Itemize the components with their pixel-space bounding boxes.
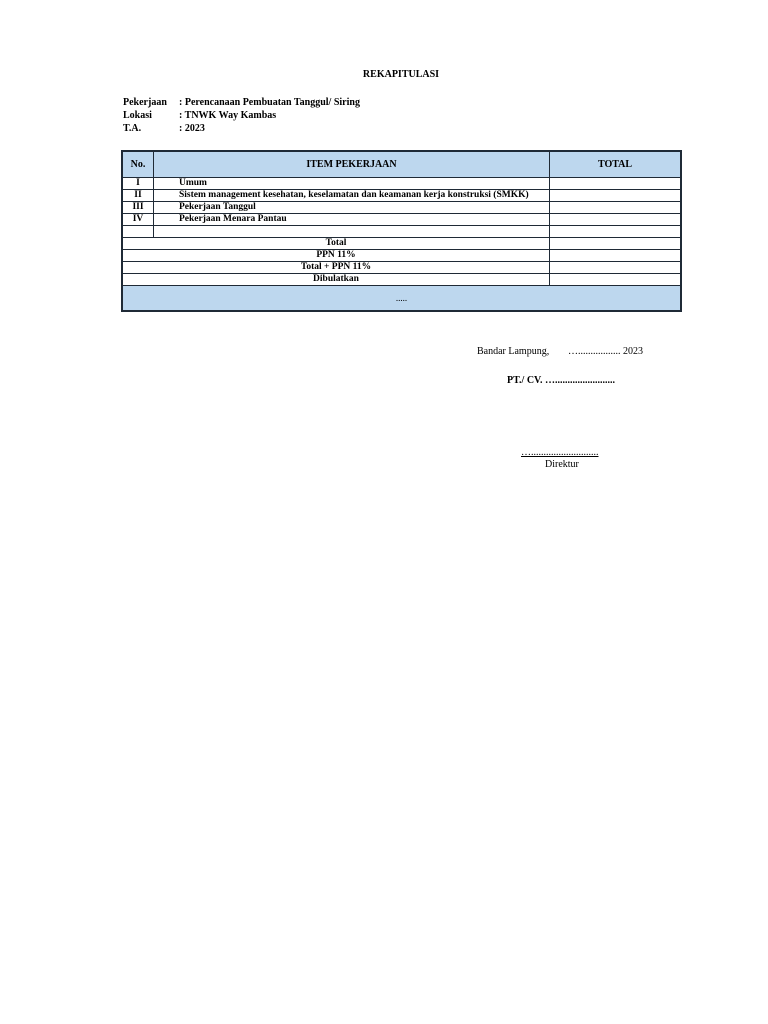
table-row	[122, 190, 681, 202]
header-total: TOTAL	[550, 151, 682, 178]
summary-value	[550, 238, 682, 250]
info-value: : 2023	[179, 123, 205, 134]
table-row	[122, 178, 681, 190]
info-row-lokasi	[123, 109, 360, 122]
signature-date-line	[477, 346, 643, 357]
info-row-ta	[123, 122, 360, 135]
table-row	[122, 202, 681, 214]
row-total	[550, 190, 682, 202]
project-info	[123, 96, 360, 135]
summary-row-ppn	[122, 250, 681, 262]
row-item: Umum	[154, 178, 550, 190]
signature-date: …................. 2023	[568, 346, 643, 357]
table-header-row	[122, 151, 681, 178]
summary-row-rounded	[122, 274, 681, 286]
signature-place: Bandar Lampung,	[477, 346, 550, 357]
row-item: Pekerjaan Menara Pantau	[154, 214, 550, 226]
info-row-pekerjaan	[123, 96, 360, 109]
summary-label: Total + PPN 11%	[122, 262, 550, 274]
header-item: ITEM PEKERJAAN	[154, 151, 550, 178]
row-no: IV	[122, 214, 154, 226]
summary-row-total	[122, 238, 681, 250]
table-footer: .....	[122, 286, 681, 312]
summary-label: Total	[122, 238, 550, 250]
info-label: Lokasi	[123, 110, 152, 121]
signature-company: PT./ CV. …........................	[507, 375, 615, 386]
row-no	[122, 226, 154, 238]
summary-row-total-ppn	[122, 262, 681, 274]
info-value: : Perencanaan Pembuatan Tanggul/ Siring	[179, 97, 360, 108]
info-value: : TNWK Way Kambas	[179, 110, 277, 121]
table-row-empty	[122, 226, 681, 238]
row-total	[550, 226, 682, 238]
row-total	[550, 214, 682, 226]
table-row	[122, 214, 681, 226]
summary-value	[550, 250, 682, 262]
summary-label: Dibulatkan	[122, 274, 550, 286]
row-no: I	[122, 178, 154, 190]
recap-table	[121, 150, 682, 312]
info-label: T.A.	[123, 123, 142, 134]
row-item: Pekerjaan Tanggul	[154, 202, 550, 214]
summary-value	[550, 274, 682, 286]
row-no: II	[122, 190, 154, 202]
row-total	[550, 178, 682, 190]
summary-value	[550, 262, 682, 274]
row-item	[154, 226, 550, 238]
row-no: III	[122, 202, 154, 214]
document-title: REKAPITULASI	[362, 69, 440, 80]
row-total	[550, 202, 682, 214]
header-no: No.	[122, 151, 154, 178]
table-footer-row	[122, 286, 681, 312]
summary-label: PPN 11%	[122, 250, 550, 262]
info-label: Pekerjaan	[123, 97, 167, 108]
row-item: Sistem management kesehatan, keselamatan dan keamanan kerja konstruksi (SMKK)	[154, 190, 550, 202]
signature-role: Direktur	[545, 459, 579, 470]
signature-name: …...........................	[521, 447, 599, 458]
